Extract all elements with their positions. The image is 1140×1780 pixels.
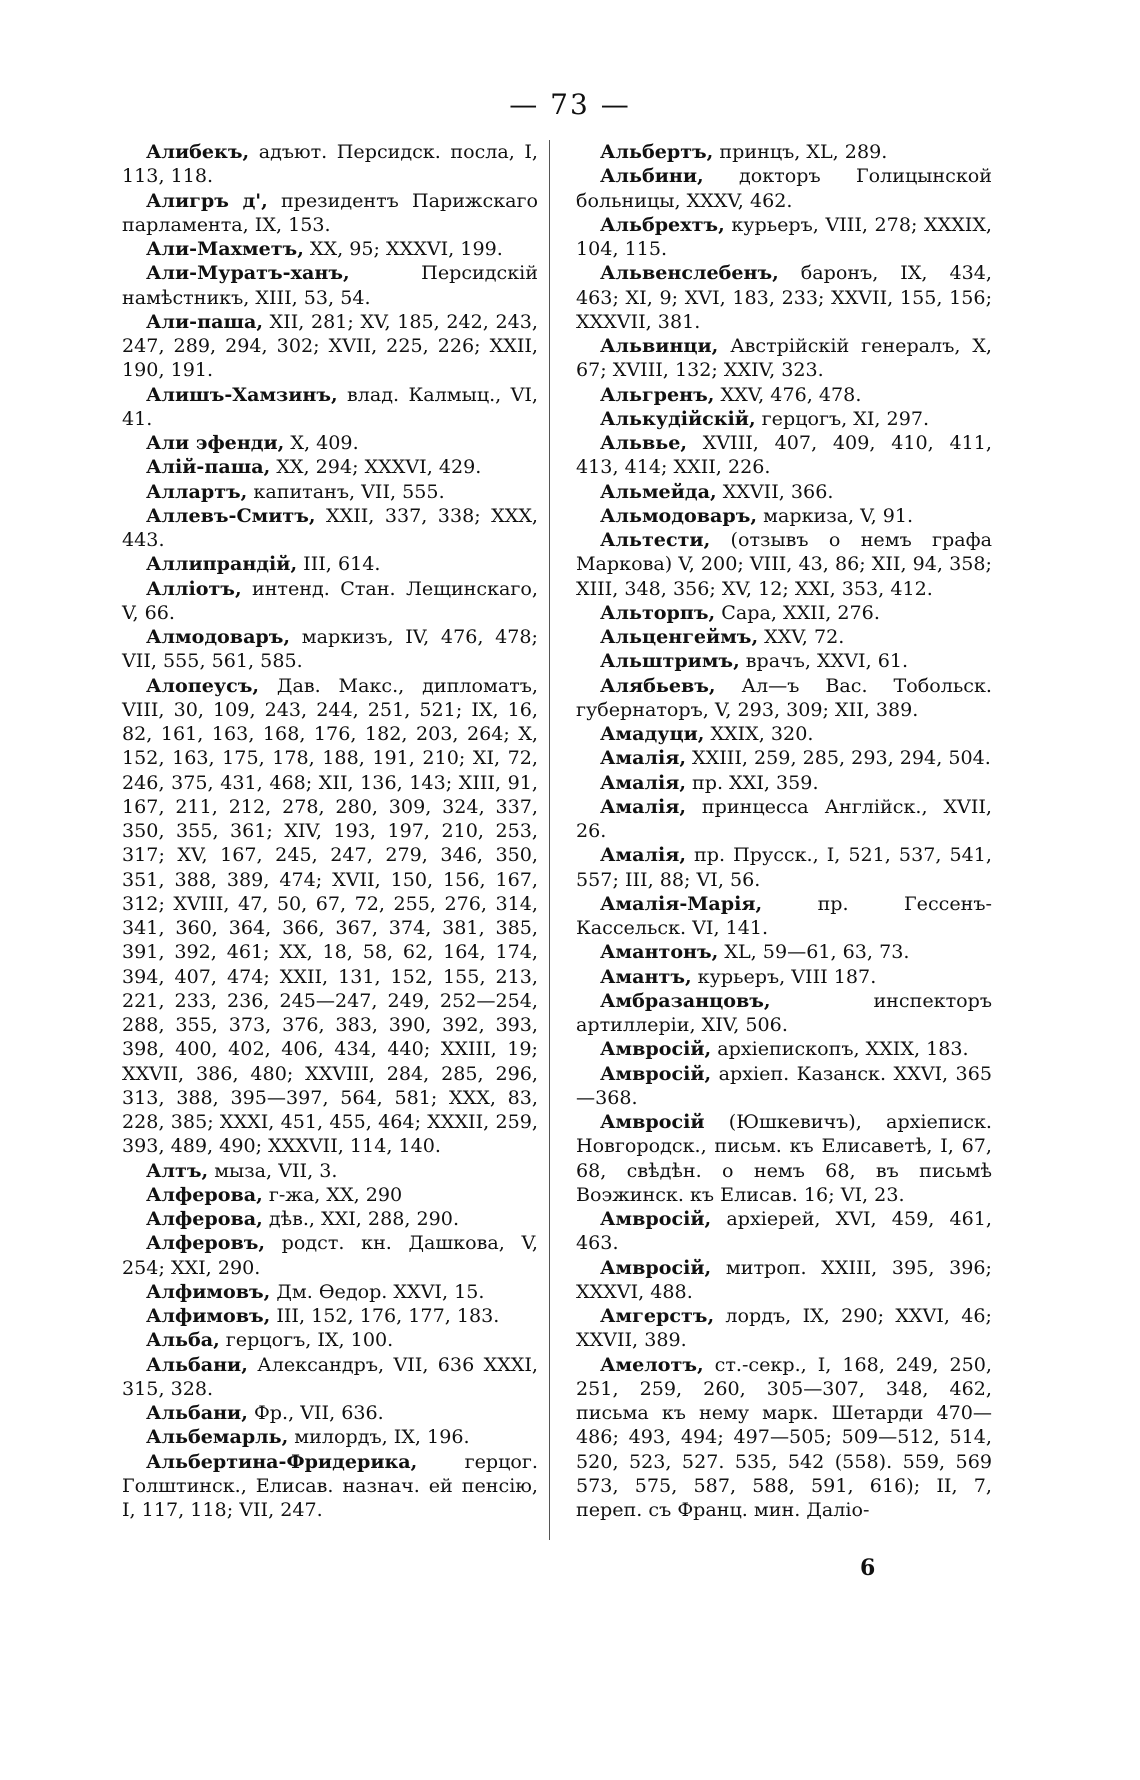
entry-headword: Амвросій <box>600 1110 705 1133</box>
entry-references: XXIII, 259, 285, 293, 294, 504. <box>685 746 991 770</box>
index-entry <box>122 1304 538 1328</box>
index-entry <box>576 649 992 673</box>
index-entry <box>576 1037 992 1061</box>
entry-headword: Альбини, <box>600 164 704 188</box>
entry-headword: Амалія, <box>600 843 686 867</box>
entry-references: докторъ Голицынской больницы, XXXV, 462. <box>576 164 992 212</box>
index-entry <box>576 1207 992 1256</box>
entry-references: XX, 95; XXXVI, 199. <box>303 237 503 260</box>
index-entry <box>576 383 992 407</box>
entry-references: ст.-секр., I, 168, 249, 250, 251, 259, 260, 305—307, 348, 462, письма къ нему марк. Шетарди 470—486; 493, 494; 497—505; 509—512, 514, 520, 523, 527. 535, 542 (558). 559, 569 573, 575, 587, 588, 591, 616); II, 7, переп. съ Франц. мин. Даліо- <box>576 1352 992 1521</box>
entry-references: XXV, 476, 478. <box>714 382 862 406</box>
entry-headword: Алферова, <box>146 1207 263 1230</box>
entry-headword: Алмодоваръ, <box>146 625 291 648</box>
entry-headword: Али-Махметъ, <box>146 237 304 260</box>
entry-headword: Амвросій, <box>600 1037 712 1061</box>
index-entry <box>122 1353 538 1402</box>
entry-headword: Альмодоваръ, <box>600 503 758 527</box>
index-entry <box>576 892 992 941</box>
entry-headword: Амвросій, <box>600 1061 712 1085</box>
entry-headword: Альбертина-Фридерика, <box>146 1449 418 1473</box>
entry-references: баронъ, IX, 434, 463; XI, 9; XVI, 183, 233; XXVII, 155, 156; XXXVII, 381. <box>576 261 992 333</box>
signature-mark: 6 <box>860 1555 876 1581</box>
entry-headword: Амалія, <box>600 746 686 770</box>
entry-headword: Альторпъ, <box>600 600 716 624</box>
entry-references: принцесса Англійск., XVII, 26. <box>576 794 992 842</box>
index-entry <box>576 722 992 746</box>
column-divider <box>549 140 550 1540</box>
entry-headword: Алферовъ, <box>146 1231 266 1255</box>
index-entry <box>576 674 992 723</box>
entry-headword: Алфимовъ, <box>146 1279 271 1303</box>
entry-references: III, 152, 176, 177, 183. <box>270 1304 500 1327</box>
entry-references: инспекторъ артиллеріи, XIV, 506. <box>576 988 992 1036</box>
index-entry <box>576 213 992 262</box>
entry-headword: Аллартъ, <box>146 479 248 503</box>
entry-headword: Аллипрандій, <box>146 552 298 576</box>
entry-references: XII, 281; XV, 185, 242, 243, 247, 289, 294, 302; XVII, 225, 226; XXII, 190, 191. <box>122 309 538 382</box>
entry-headword: Али эфенди, <box>146 431 285 454</box>
entry-headword: Алфимовъ, <box>146 1304 271 1327</box>
entry-references: (Юшкевичъ), архіеписк. Новгородск., письм. къ Елисаветѣ, I, 67, 68, свѣдѣн. о немъ 68, въ письмѣ Воэжинск. къ Елисав. 16; VI, 23. <box>576 1110 992 1206</box>
index-entry <box>122 504 538 553</box>
entry-headword: Амгерстъ, <box>600 1304 715 1327</box>
index-entry <box>122 1328 538 1352</box>
entry-references: капитанъ, VII, 555. <box>247 479 445 503</box>
index-entry <box>122 310 538 383</box>
index-entry <box>122 1280 538 1304</box>
index-entry <box>576 1062 992 1111</box>
index-entry <box>576 843 992 892</box>
entry-headword: Альвье, <box>600 431 687 454</box>
entry-references: курьеръ, VIII 187. <box>691 964 877 988</box>
entry-headword: Альба, <box>146 1328 220 1352</box>
index-entry <box>576 480 992 504</box>
index-entry <box>576 407 992 431</box>
index-entry <box>576 504 992 528</box>
entry-headword: Альвинци, <box>600 334 719 357</box>
entry-references: влад. Калмыц., VI, 41. <box>122 382 538 430</box>
entry-references: (отзывъ о немъ графа Маркова) V, 200; VIII, 43, 86; XII, 94, 358; XIII, 348, 356; XV, 12; XXI, 353, 412. <box>576 528 992 600</box>
entry-references: пр. Прусск., I, 521, 537, 541, 557; III, 88; VI, 56. <box>576 843 992 891</box>
index-entry <box>576 771 992 795</box>
index-entry <box>576 601 992 625</box>
entry-headword: Альбрехтъ, <box>600 212 725 236</box>
index-entry <box>122 237 538 261</box>
entry-references: врачъ, XXVI, 61. <box>739 649 909 673</box>
entry-references: принцъ, XL, 289. <box>713 140 888 163</box>
entry-headword: Амалія, <box>600 794 686 818</box>
index-entry <box>122 480 538 504</box>
index-entry <box>576 140 992 164</box>
entry-headword: Аллевъ-Смитъ, <box>146 503 316 527</box>
entry-references: дѣв., XXI, 288, 290. <box>262 1207 460 1230</box>
index-entry <box>122 189 538 238</box>
entry-headword: Альвенслебенъ, <box>600 261 779 285</box>
index-entry <box>122 261 538 310</box>
entry-headword: Алькудійскій, <box>600 406 756 430</box>
index-entry <box>576 746 992 770</box>
index-entry <box>576 431 992 480</box>
entry-references: Персидскій намѣстникъ, XIII, 53, 54. <box>122 261 538 309</box>
entry-references: XXV, 72. <box>758 625 845 648</box>
entry-references: интенд. Стан. Лещинскаго, V, 66. <box>122 576 538 624</box>
entry-headword: Амалія-Марія, <box>600 891 763 915</box>
index-entry <box>576 164 992 213</box>
entry-headword: Амбразанцовъ, <box>600 988 771 1012</box>
entry-headword: Алтъ, <box>146 1158 209 1182</box>
entry-headword: Амвросій, <box>600 1255 712 1279</box>
left-column <box>122 140 538 1522</box>
entry-references: герцогъ, XI, 297. <box>755 406 930 430</box>
entry-headword: Алибекъ, <box>146 140 250 163</box>
entry-references: маркизъ, IV, 476, 478; VII, 555, 561, 585. <box>122 625 538 673</box>
entry-headword: Алій-паша, <box>146 455 271 479</box>
entry-headword: Алигръ д', <box>146 188 268 212</box>
index-entry <box>122 431 538 455</box>
entry-headword: Альценгеймъ, <box>600 625 759 648</box>
index-entry <box>576 965 992 989</box>
index-entry <box>576 1353 992 1523</box>
entry-headword: Алліотъ, <box>146 576 242 600</box>
index-entry <box>576 940 992 964</box>
entry-headword: Алферова, <box>146 1182 263 1206</box>
entry-references: г-жа, XX, 290 <box>262 1182 403 1206</box>
index-entry <box>576 1304 992 1353</box>
entry-references: герцог. Голштинск., Елисав. назнач. ей пенсію, I, 117, 118; VII, 247. <box>122 1449 538 1521</box>
entry-references: милордъ, IX, 196. <box>288 1425 470 1449</box>
entry-references: XL, 59—61, 63, 73. <box>718 940 910 964</box>
entry-headword: Алопеусъ, <box>146 673 260 697</box>
index-entry <box>576 795 992 844</box>
entry-headword: Алишъ-Хамзинъ, <box>146 382 338 406</box>
entry-headword: Амадуци, <box>600 722 705 745</box>
entry-headword: Амантъ, <box>600 964 692 988</box>
entry-references: герцогъ, IX, 100. <box>219 1328 394 1352</box>
entry-references: адъют. Персидск. посла, I, 113, 118. <box>122 140 538 188</box>
index-entry <box>122 577 538 626</box>
entry-headword: Альтести, <box>600 528 711 551</box>
entry-references: XXII, 337, 338; XXX, 443. <box>122 503 538 551</box>
entry-headword: Али-паша, <box>146 309 263 333</box>
index-entry <box>122 140 538 189</box>
entry-headword: Альбертъ, <box>600 140 714 163</box>
entry-references: архіеп. Казанск. XXVI, 365—368. <box>576 1061 992 1109</box>
entry-references: XXVII, 366. <box>716 479 834 503</box>
index-entry <box>576 528 992 601</box>
entry-references: X, 409. <box>284 431 359 454</box>
index-entry <box>122 1207 538 1231</box>
entry-headword: Альбани, <box>146 1401 248 1424</box>
entry-references: Дав. Макс., дипломатъ, VIII, 30, 109, 243, 244, 251, 521; IX, 16, 82, 161, 163, 168, 176, 182, 203, 264; X, 152, 163, 175, 178, 188, 191, 210; XI, 72, 246, 375, 431, 468; XII, 136, 143; XIII, 91, 167, 211, 212, 278, 280, 309, 324, 337, 350, 355, 361; XIV, 193, 197, 210, 253, 317; XV, 167, 245, 247, 279, 346, 350, 351, 388, 389, 474; XVII, 150, 156, 167, 312; XVIII, 47, 50, 67, 72, 255, 276, 314, 341, 360, 364, 366, 367, 374, 381, 385, 391, 392, 461; XX, 18, 58, 62, 164, 174, 394, 407, 474; XXII, 131, 152, 155, 213, 221, 233, 236, 245—247, 249, 252—254, 288, 355, 373, 376, 383, 390, 392, 393, 398, 400, 402, 406, 434, 440; XXIII, 19; XXVII, 386, 480; XXVIII, 284, 285, 296, 313, 388, 395—397, 564, 581; XXX, 83, 228, 385; XXXI, 451, 455, 464; XXXII, 259, 393, 489, 490; XXXVII, 114, 140. <box>122 673 538 1158</box>
index-entry <box>122 383 538 432</box>
index-entry <box>576 261 992 334</box>
entry-references: архіерей, XVI, 459, 461, 463. <box>576 1207 992 1255</box>
entry-references: Сара, XXII, 276. <box>715 600 880 624</box>
entry-references: архіепископъ, XXIX, 183. <box>711 1037 969 1061</box>
entry-headword: Али-Муратъ-ханъ, <box>146 261 350 285</box>
entry-headword: Альштримъ, <box>600 649 740 673</box>
entry-headword: Амантонъ, <box>600 940 719 964</box>
right-column <box>576 140 992 1522</box>
entry-references: XVIII, 407, 409, 410, 411, 413, 414; XXII, 226. <box>576 431 992 479</box>
index-entry <box>576 1256 992 1305</box>
entry-references: III, 614. <box>297 552 381 576</box>
index-entry <box>122 1231 538 1280</box>
entry-references: Ал—ъ Вас. Тобольск. губернаторъ, V, 293, 309; XII, 389. <box>576 673 992 721</box>
entry-references: президентъ Парижскаго парламента, IX, 153. <box>122 188 539 236</box>
entry-headword: Альбемарль, <box>146 1425 289 1449</box>
index-entry <box>122 1159 538 1183</box>
entry-references: мыза, VII, 3. <box>208 1158 338 1182</box>
entry-headword: Амелотъ, <box>600 1352 704 1376</box>
entry-headword: Альмейда, <box>600 479 717 503</box>
entry-references: Австрійскій генералъ, X, 67; XVIII, 132; XXIV, 323. <box>576 334 992 382</box>
index-entry <box>122 455 538 479</box>
index-entry <box>576 334 992 383</box>
page-number: — 73 — <box>509 88 631 121</box>
index-entry <box>122 1401 538 1425</box>
entry-references: XX, 294; XXXVI, 429. <box>270 455 482 479</box>
index-entry <box>122 1183 538 1207</box>
entry-references: Дм. Ѳедор. XXVI, 15. <box>270 1279 485 1303</box>
entry-headword: Альгренъ, <box>600 382 715 406</box>
entry-headword: Амвросій, <box>600 1207 712 1230</box>
entry-references: пр. Гессенъ-Кассельск. VI, 141. <box>576 891 992 939</box>
entry-references: Фр., VII, 636. <box>247 1401 384 1424</box>
entry-references: XXIX, 320. <box>704 722 814 745</box>
entry-references: маркиза, V, 91. <box>757 503 914 527</box>
index-entry <box>576 989 992 1038</box>
entry-references: Александръ, VII, 636 XXXI, 315, 328. <box>122 1352 538 1400</box>
entry-references: лордъ, IX, 290; XXVI, 46; XXVII, 389. <box>576 1304 992 1352</box>
index-entry <box>122 552 538 576</box>
index-entry <box>576 625 992 649</box>
index-entry <box>122 625 538 674</box>
entry-references: родст. кн. Дашкова, V, 254; XXI, 290. <box>122 1231 538 1279</box>
index-entry <box>122 1450 538 1523</box>
entry-references: митроп. XXIII, 395, 396; XXXVI, 488. <box>576 1255 992 1303</box>
entry-references: пр. XXI, 359. <box>685 770 819 794</box>
index-entry <box>122 674 538 1159</box>
index-entry <box>576 1110 992 1207</box>
entry-references: курьеръ, VIII, 278; XXXIX, 104, 115. <box>576 212 992 260</box>
entry-headword: Алябьевъ, <box>600 673 716 697</box>
entry-headword: Амалія, <box>600 770 686 794</box>
entry-headword: Альбани, <box>146 1352 248 1376</box>
index-entry <box>122 1425 538 1449</box>
